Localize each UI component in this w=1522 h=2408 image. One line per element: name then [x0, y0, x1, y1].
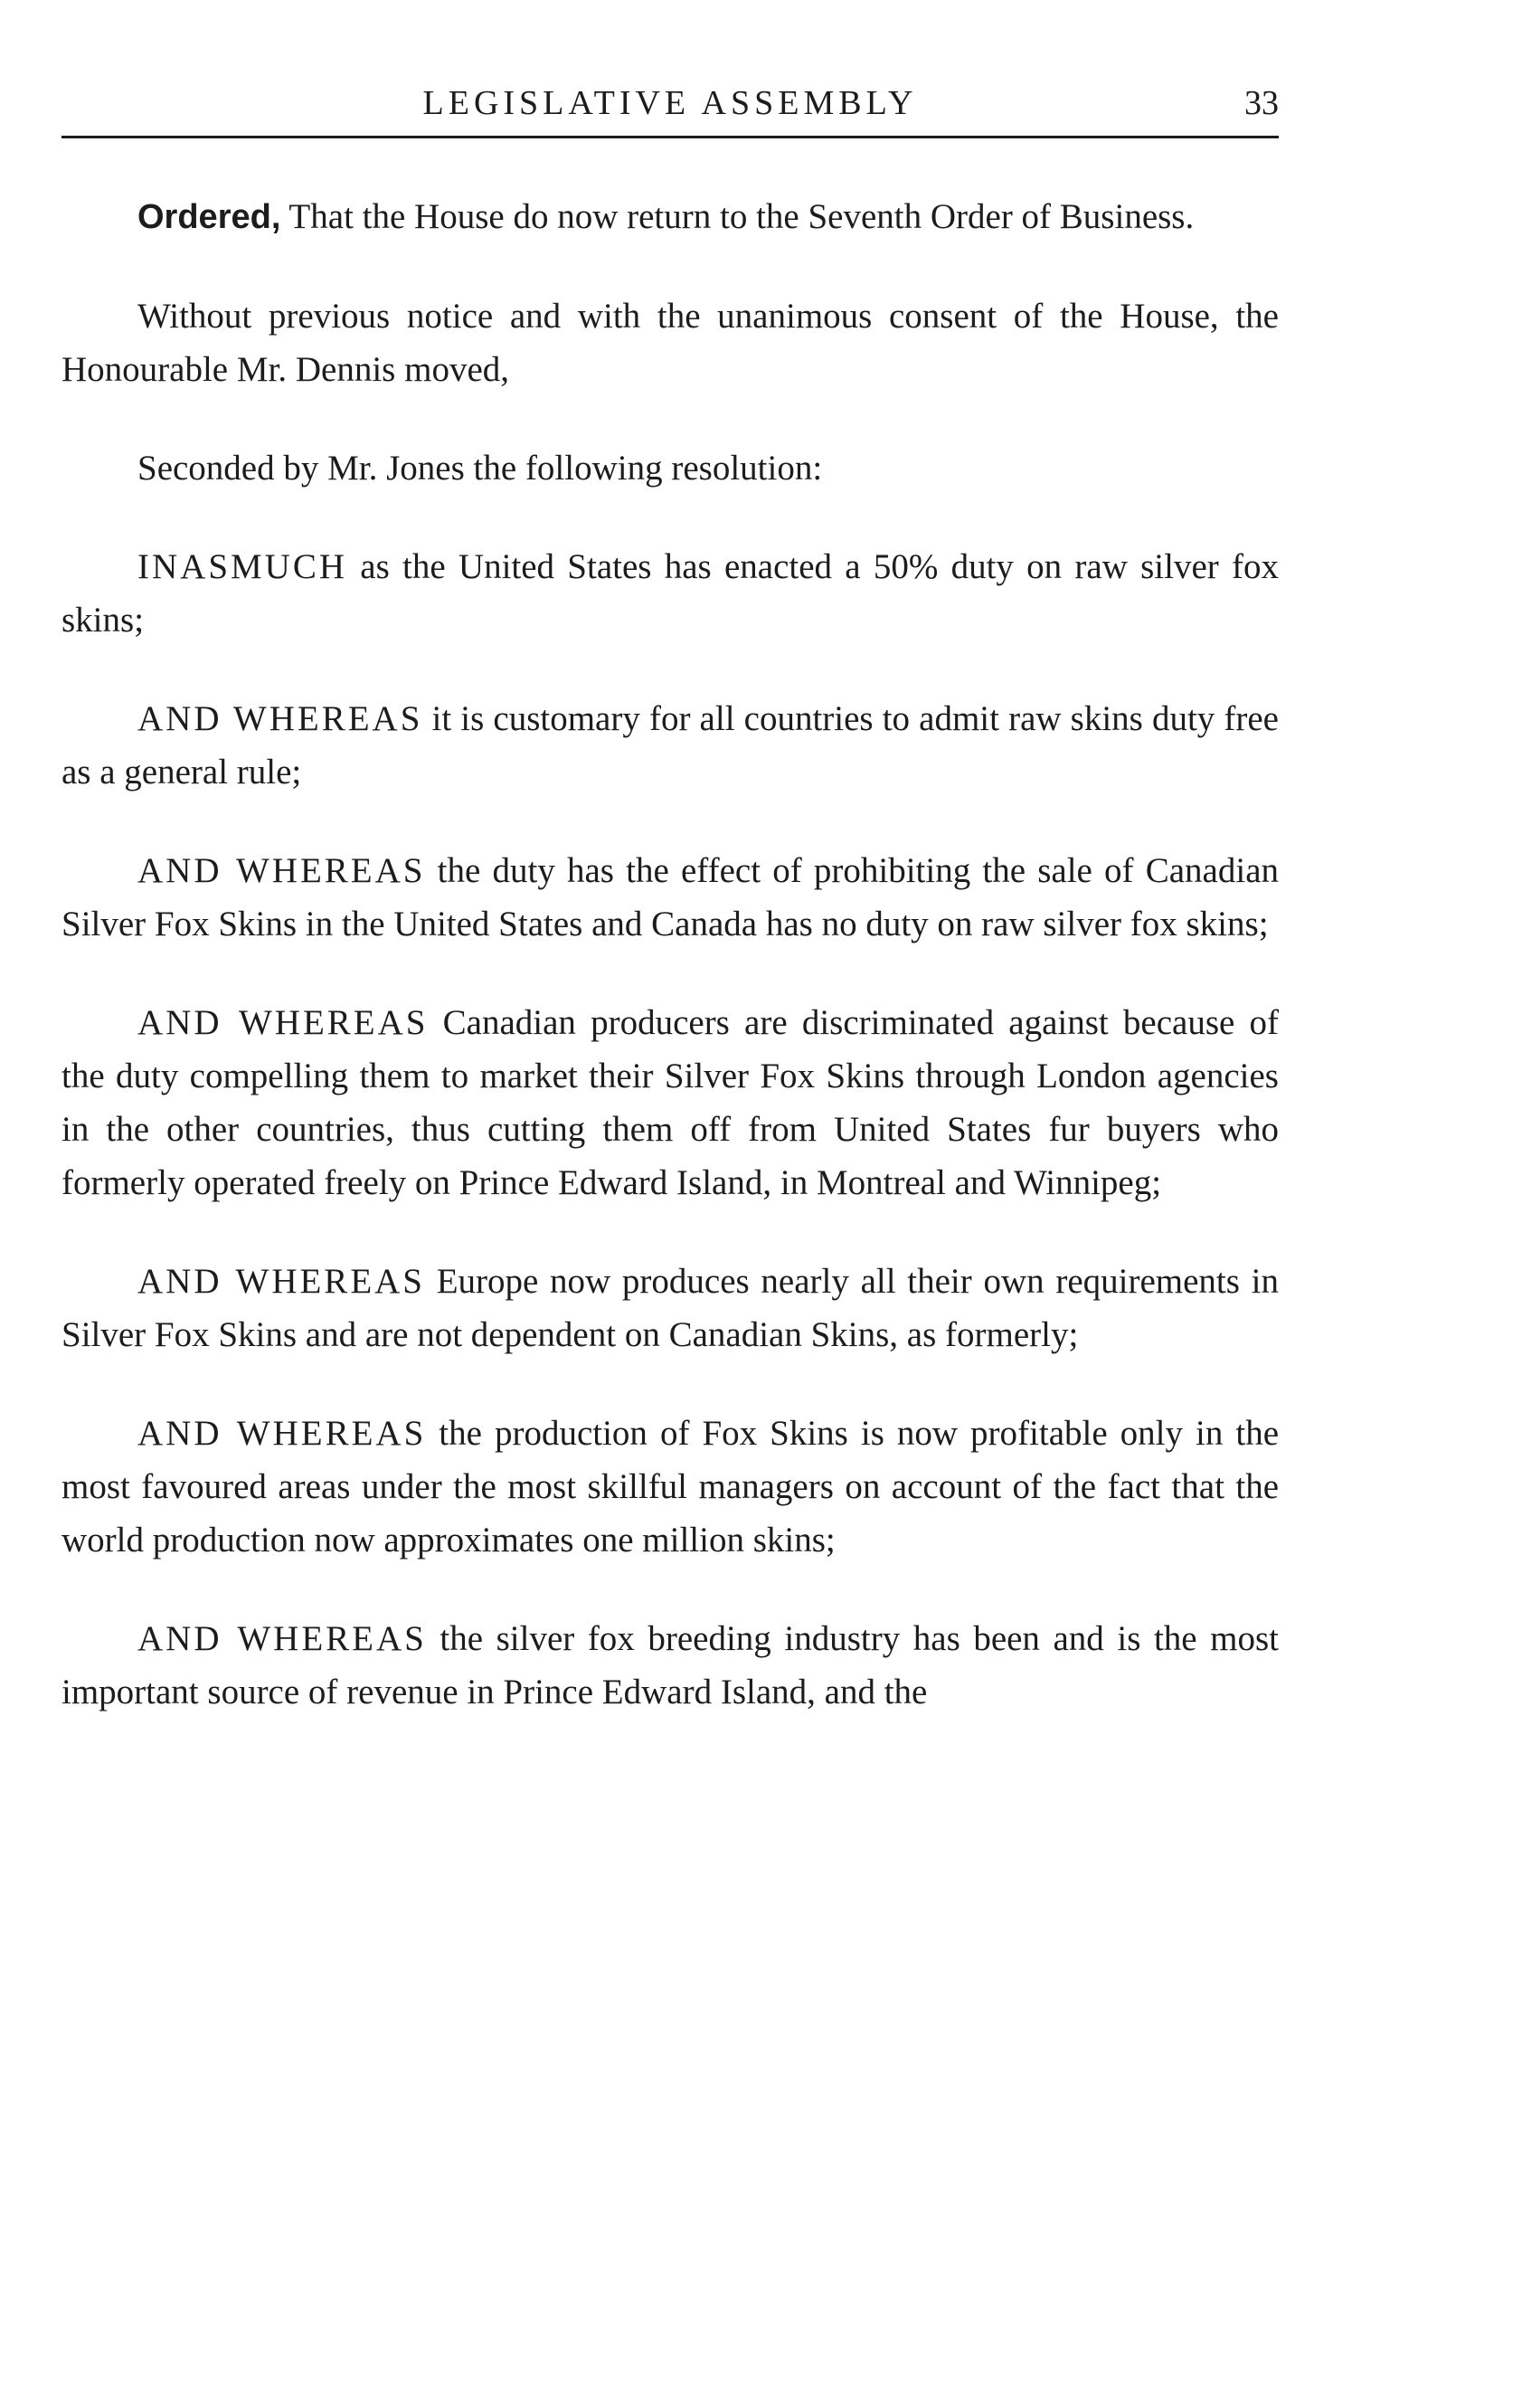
body-text [61, 190, 1279, 1764]
paragraph-lead: AND WHEREAS [137, 1262, 425, 1301]
paragraph-text: Seconded by Mr. Jones the following resolution: [137, 449, 823, 488]
paragraph-whereas-2 [61, 844, 1279, 951]
paragraph-lead: AND WHEREAS [137, 1414, 427, 1453]
paragraph-inasmuch [61, 540, 1279, 647]
paragraph-text: Europe now produces nearly all their own requirements in Silver Fox Skins and are not dependent on Canadian Skins, as formerly; [61, 1262, 1279, 1354]
page-number: 33 [1244, 84, 1279, 122]
header-rule [61, 136, 1279, 138]
paragraph-text: That the House do now return to the Seventh Order of Business. [280, 197, 1195, 236]
paragraph-whereas-1 [61, 692, 1279, 799]
paragraph-lead: Ordered, [137, 198, 281, 236]
paragraph-seconded [61, 441, 1279, 495]
paragraph-lead: AND WHEREAS [137, 1003, 429, 1042]
paragraph-text: Without previous notice and with the unanimous consent of the House, the Honourable Mr. Dennis moved, [61, 297, 1279, 389]
paragraph-text: the duty has the effect of prohibiting the sale of Canadian Silver Fox Skins in the United States and Canada has no duty on raw silver fox skins; [61, 851, 1279, 943]
paragraph-whereas-5 [61, 1407, 1279, 1567]
paragraph-text: the silver fox breeding industry has been and is the most important source of revenue in Prince Edward Island, and the [61, 1619, 1279, 1711]
paragraph-ordered [61, 190, 1279, 244]
paragraph-text: it is customary for all countries to admit raw skins duty free as a general rule; [61, 699, 1279, 792]
paragraph-lead: AND WHEREAS [137, 699, 423, 738]
running-head [61, 76, 1279, 130]
paragraph-lead: INASMUCH [137, 547, 348, 586]
paragraph-text: the production of Fox Skins is now profitable only in the most favoured areas under the most skillful managers on account of the fact that the world production now approximates one million skins; [61, 1414, 1279, 1560]
paragraph-lead: AND WHEREAS [137, 851, 426, 890]
paragraph-motion [61, 289, 1279, 396]
paragraph-whereas-3 [61, 996, 1279, 1209]
paragraph-text: as the United States has enacted a 50% duty on raw silver fox skins; [61, 547, 1279, 640]
paragraph-whereas-4 [61, 1255, 1279, 1361]
paragraph-lead: AND WHEREAS [137, 1619, 427, 1658]
running-title: LEGISLATIVE ASSEMBLY [422, 84, 918, 122]
paragraph-whereas-6 [61, 1612, 1279, 1719]
paragraph-text: Canadian producers are discriminated against because of the duty compelling them to market their Silver Fox Skins through London agencies in the other countries, thus cutting them off from United States fur buyers who formerly operated freely on Prince Edward Island, in Montreal and Winnipeg; [61, 1003, 1279, 1202]
